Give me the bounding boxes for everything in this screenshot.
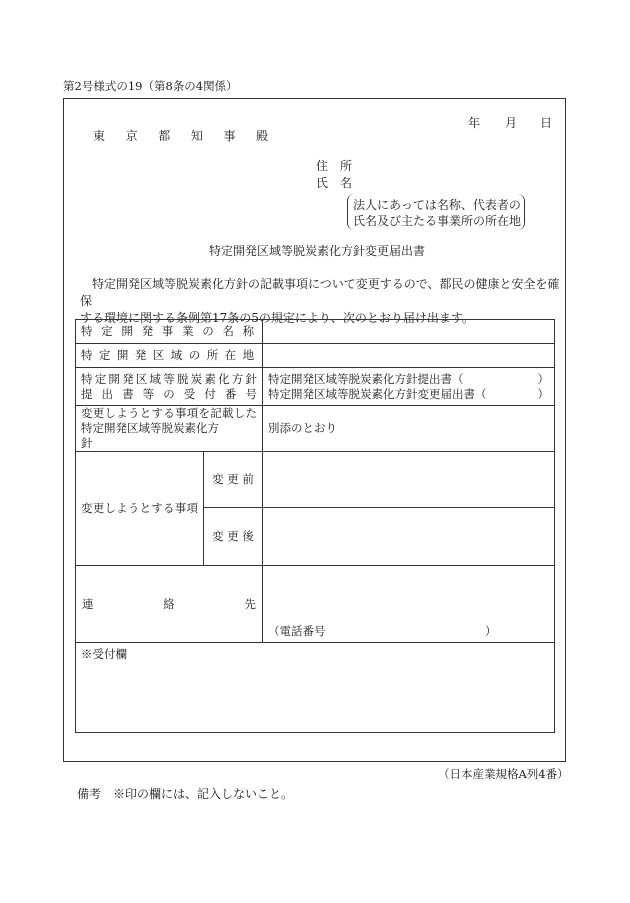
table-row [76, 368, 555, 406]
attached-policy-label [76, 406, 263, 452]
change-items-label: 変更しようとする事項 [76, 452, 204, 566]
contact-field[interactable] [263, 566, 555, 643]
address-label: 住 所 [316, 159, 353, 173]
contact-label: 連絡先 [76, 566, 263, 643]
project-name-label: 特定開発事業の名称 [76, 320, 263, 344]
project-name-field[interactable] [263, 320, 555, 344]
area-location-field[interactable] [263, 344, 555, 368]
attached-policy-label-line1: 変更しようとする事項を記載した [81, 406, 257, 420]
policy-change-label: 特定開発区域等脱炭素化方針変更届出書（ [268, 386, 487, 401]
table-row [76, 406, 555, 452]
date-year: 年 [468, 116, 481, 130]
table-row [76, 452, 555, 508]
corporate-note-line: 氏名及び主たる事業所の所在地 [353, 214, 522, 228]
corporate-note-line: 法人にあっては名称、代表者の [353, 198, 521, 212]
body-line: する環境に関する条例第17条の5の規定により、次のとおり届け出ます。 [80, 311, 474, 325]
phone-label: （電話番号 [268, 624, 326, 638]
before-change-label: 変 更 前 [204, 452, 263, 508]
corporate-note [347, 194, 525, 230]
document-title: 特定開発区域等脱炭素化方針変更届出書 [209, 244, 426, 258]
close-paren: ） [537, 386, 549, 401]
table-row [76, 320, 555, 344]
form-number: 第2号様式の19（第8条の4関係） [63, 79, 238, 93]
date-day: 日 [540, 116, 553, 130]
name-label: 氏 名 [316, 176, 353, 190]
addressee: 東 京 都 知 事 殿 [93, 129, 277, 143]
notification-table [75, 319, 555, 733]
receipt-number-label-line1: 特定開発区域等脱炭素化方針 [81, 371, 257, 386]
after-change-label: 変 更 後 [204, 508, 263, 566]
attached-policy-label-line2: 特定開発区域等脱炭素化方針 [81, 421, 219, 450]
close-paren: ） [537, 371, 549, 386]
receipt-number-label [76, 368, 263, 406]
receipt-number-field[interactable] [263, 368, 555, 406]
attached-policy-value: 別添のとおり [263, 406, 555, 452]
table-row [76, 566, 555, 643]
date-month: 月 [505, 116, 518, 130]
table-row [76, 344, 555, 368]
after-change-field[interactable] [263, 508, 555, 566]
table-row [76, 643, 555, 733]
paper-size-note: （日本産業規格A列4番） [438, 767, 569, 781]
receipt-column [76, 643, 555, 733]
body-line: 特定開発区域等脱炭素化方針の記載事項について変更するので、都民の健康と安全を確保 [80, 277, 560, 308]
phone-close-paren: ） [485, 624, 497, 638]
receipt-number-label-line2: 提出書等の受付番号 [81, 386, 257, 401]
before-change-field[interactable] [263, 452, 555, 508]
policy-submission-label: 特定開発区域等脱炭素化方針提出書（ [268, 371, 464, 386]
receipt-label: ※受付欄 [81, 647, 127, 661]
area-location-label: 特定開発区域の所在地 [76, 344, 263, 368]
remarks: 備考 ※印の欄には、記入しないこと。 [77, 787, 294, 801]
